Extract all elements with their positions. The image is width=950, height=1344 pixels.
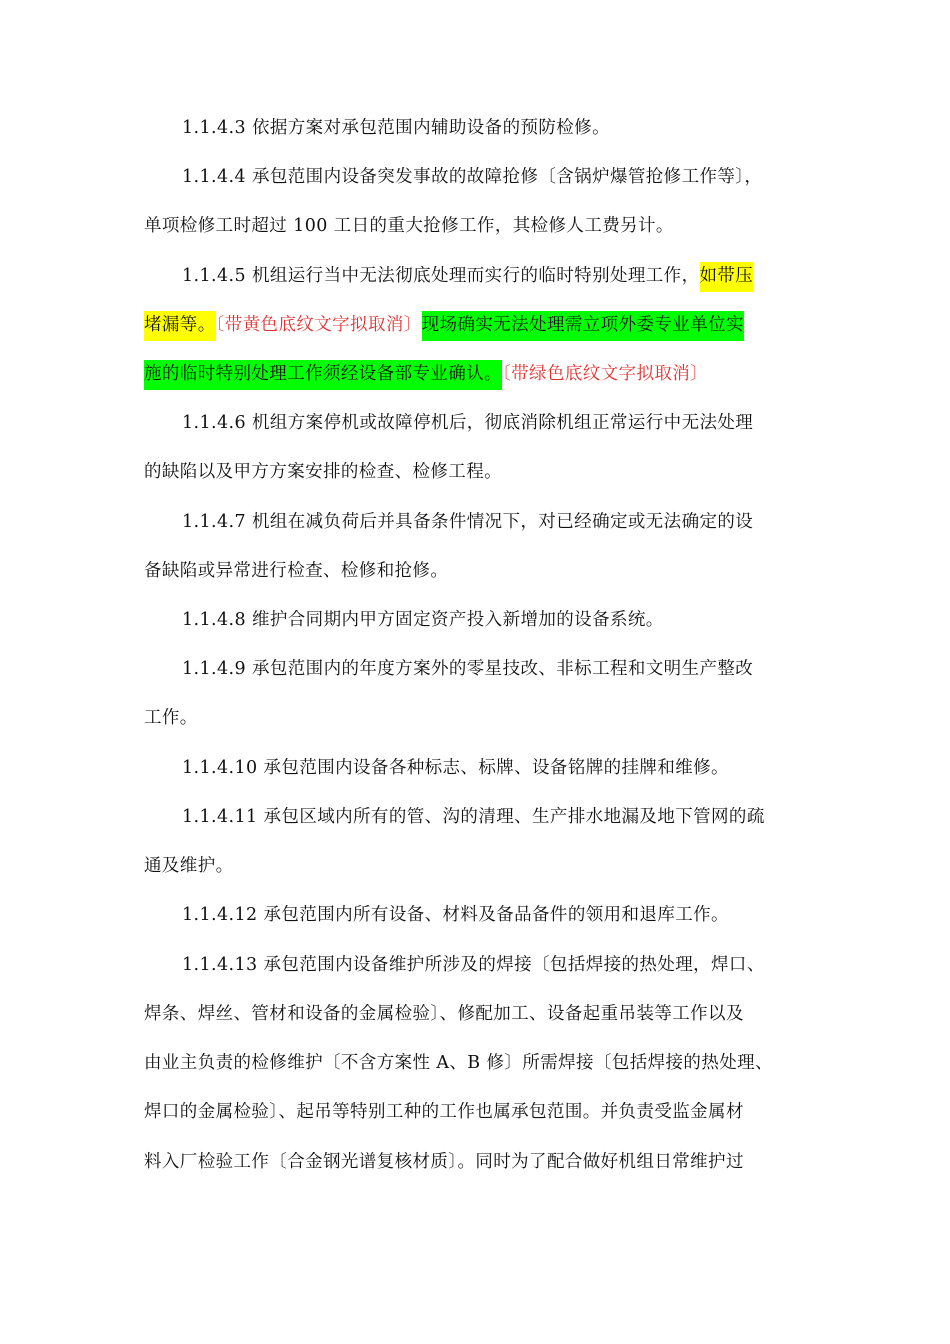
green-highlight-text: 施的临时特别处理工作须经设备部专业确认。 (144, 360, 502, 390)
paragraph-text: 1.1.4.3 依据方案对承包范围内辅助设备的预防检修。 (182, 118, 610, 138)
paragraph-1-1-4-8 (182, 605, 862, 635)
paragraph-text: 焊条、焊丝、管材和设备的金属检验〕、修配加工、设备起重吊装等工作以及 (144, 1004, 744, 1024)
paragraph-text: 1.1.4.4 承包范围内设备突发事故的故障抢修〔含锅炉爆管抢修工作等〕， (182, 167, 763, 187)
paragraph-text: 工作。 (144, 708, 198, 728)
paragraph-text: 1.1.4.11 承包区域内所有的管、沟的清理、生产排水地漏及地下管网的疏 (182, 807, 765, 827)
paragraph-1-1-4-13 (182, 950, 862, 980)
paragraph-1-1-4-5 (182, 261, 862, 291)
paragraph-1-1-4-9-cont (144, 703, 824, 733)
paragraph-1-1-4-13-cont3 (144, 1097, 824, 1127)
paragraph-1-1-4-9 (182, 654, 862, 684)
paragraph-1-1-4-11 (182, 802, 862, 832)
yellow-highlight-text: 堵漏等。 (144, 311, 216, 341)
paragraph-1-1-4-11-cont (144, 851, 824, 881)
paragraph-text: 1.1.4.10 承包范围内设备各种标志、标牌、设备铭牌的挂牌和维修。 (182, 758, 729, 778)
paragraph-text: 通及维护。 (144, 856, 234, 876)
paragraph-1-1-4-6 (182, 408, 862, 438)
paragraph-text: 料入厂检验工作〔合金钢光谱复核材质〕。同时为了配合做好机组日常维护过 (144, 1152, 744, 1172)
red-note-text: 〔带黄色底纹文字拟取消〕 (215, 315, 422, 335)
green-highlight-text: 现场确实无法处理需立项外委专业单位实 (422, 311, 744, 341)
paragraph-1-1-4-7-cont (144, 556, 824, 586)
paragraph-text: 1.1.4.6 机组方案停机或故障停机后，彻底消除机组正常运行中无法处理 (182, 413, 754, 433)
paragraph-text: 单项检修工时超过 100 工日的重大抢修工作，其检修人工费另计。 (144, 216, 674, 236)
paragraph-1-1-4-4-cont (144, 211, 824, 241)
paragraph-1-1-4-13-cont4 (144, 1147, 824, 1177)
paragraph-1-1-4-7 (182, 507, 862, 537)
paragraph-text: 焊口的金属检验〕、起吊等特别工种的工作也属承包范围。并负责受监金属材 (144, 1102, 744, 1122)
paragraph-1-1-4-5-cont2 (144, 359, 824, 389)
paragraph-1-1-4-5-cont1 (144, 310, 824, 340)
paragraph-text: 1.1.4.13 承包范围内设备维护所涉及的焊接〔包括焊接的热处理，焊口、 (182, 955, 765, 975)
paragraph-1-1-4-6-cont (144, 457, 824, 487)
paragraph-text: 备缺陷或异常进行检查、检修和抢修。 (144, 561, 449, 581)
paragraph-text: 由业主负责的检修维护〔不含方案性 A、B 修〕所需焊接〔包括焊接的热处理、 (144, 1053, 773, 1073)
paragraph-1-1-4-13-cont2 (144, 1048, 824, 1078)
red-note-text: 〔带绿色底纹文字拟取消〕 (502, 364, 709, 384)
paragraph-text: 1.1.4.8 维护合同期内甲方固定资产投入新增加的设备系统。 (182, 610, 664, 630)
paragraph-1-1-4-10 (182, 753, 862, 783)
paragraph-1-1-4-4 (182, 162, 862, 192)
paragraph-text: 的缺陷以及甲方方案安排的检查、检修工程。 (144, 462, 502, 482)
paragraph-text: 1.1.4.5 机组运行当中无法彻底处理而实行的临时特别处理工作， (182, 266, 700, 286)
paragraph-1-1-4-13-cont1 (144, 999, 824, 1029)
paragraph-text: 1.1.4.9 承包范围内的年度方案外的零星技改、非标工程和文明生产整改 (182, 659, 754, 679)
paragraph-1-1-4-12 (182, 900, 862, 930)
yellow-highlight-text: 如带压 (700, 262, 754, 292)
paragraph-1-1-4-3 (182, 113, 862, 143)
paragraph-text: 1.1.4.7 机组在减负荷后并具备条件情况下，对已经确定或无法确定的设 (182, 512, 754, 532)
paragraph-text: 1.1.4.12 承包范围内所有设备、材料及备品备件的领用和退库工作。 (182, 905, 729, 925)
